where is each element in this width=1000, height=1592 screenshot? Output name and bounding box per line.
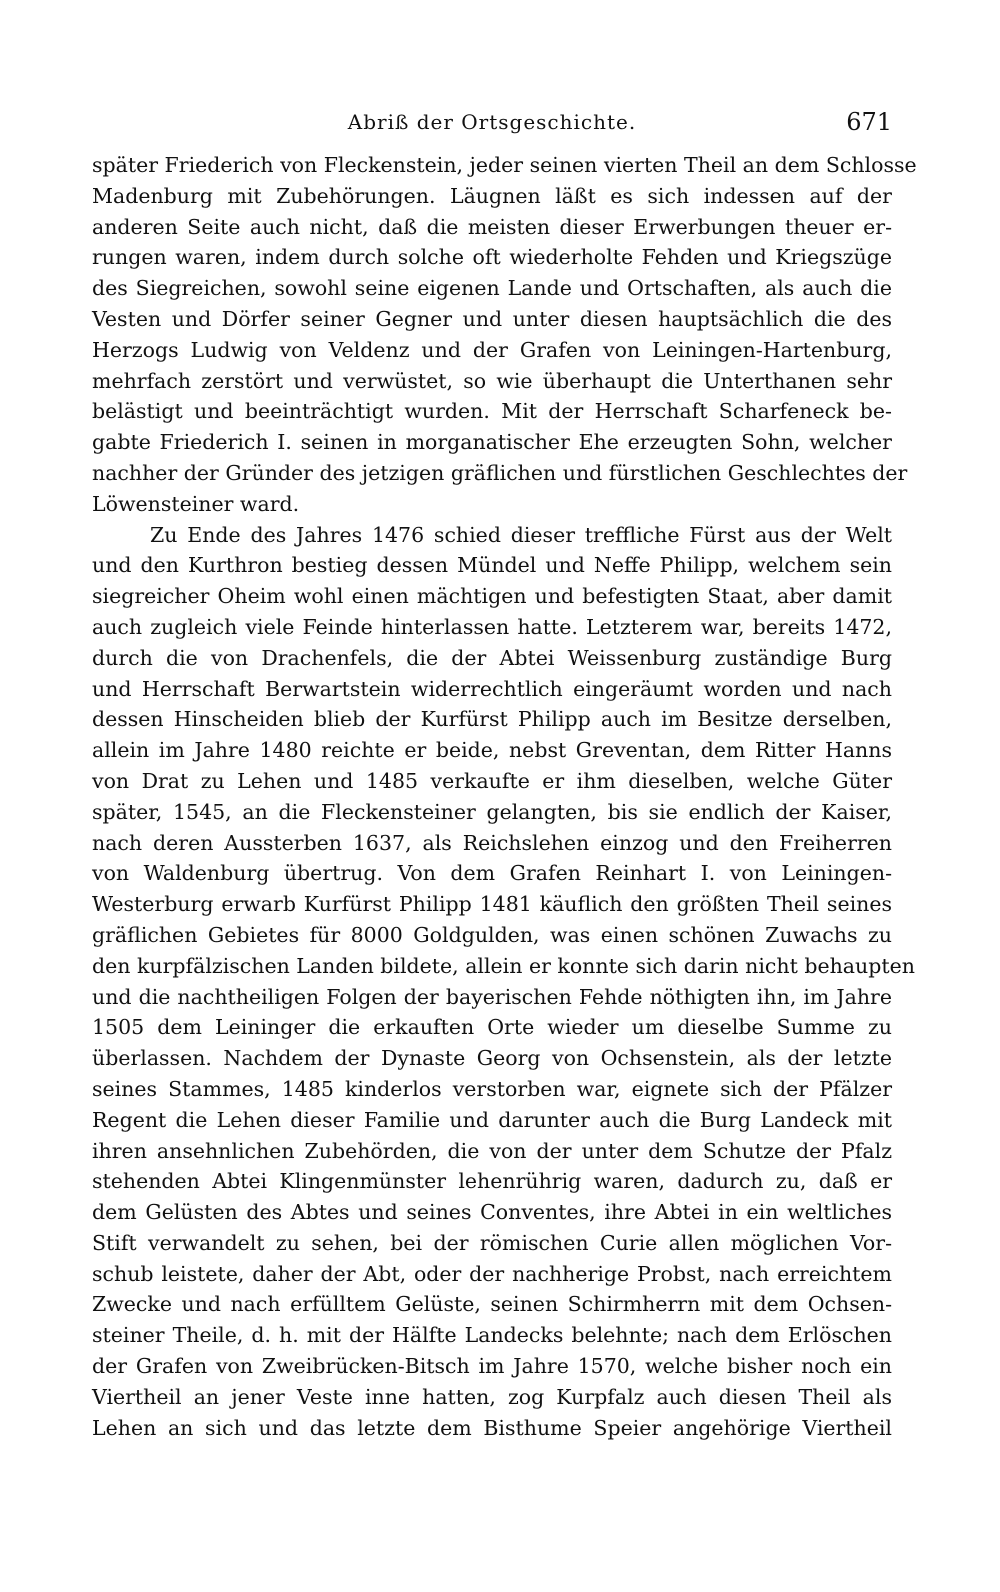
text-line: von Drat zu Lehen und 1485 verkaufte er ihm dieselben, welche Güter xyxy=(92,768,892,793)
text-line: Regent die Lehen dieser Familie und darunter auch die Burg Landeck mit xyxy=(92,1107,892,1132)
text-line: 1505 dem Leininger die erkauften Orte wieder um dieselbe Summe zu xyxy=(92,1015,892,1040)
text-line: und den Kurthron bestieg dessen Mündel und Neffe Philipp, welchem sein xyxy=(92,553,892,578)
text-line: rungen waren, indem durch solche oft wiederholte Fehden und Kriegszüge xyxy=(92,245,892,270)
text-line: schub leistete, daher der Abt, oder der nachherige Probst, nach erreichtem xyxy=(92,1261,892,1286)
text-line: nach deren Aussterben 1637, als Reichslehen einzog und den Freiherren xyxy=(92,830,892,855)
text-line: Löwensteiner ward. xyxy=(92,491,300,516)
text-line: anderen Seite auch nicht, daß die meisten dieser Erwerbungen theuer er- xyxy=(92,214,892,239)
text-line: später, 1545, an die Fleckensteiner gelangten, bis sie endlich der Kaiser, xyxy=(92,799,892,824)
text-line: und die nachtheiligen Folgen der bayerischen Fehde nöthigten ihn, im Jahre xyxy=(92,984,892,1009)
text-line: Vesten und Dörfer seiner Gegner und unter diesen hauptsächlich die des xyxy=(92,306,892,331)
running-head xyxy=(92,104,892,140)
text-line: mehrfach zerstört und verwüstet, so wie überhaupt die Unterthanen sehr xyxy=(92,368,892,393)
text-line: siegreicher Oheim wohl einen mächtigen und befestigten Staat, aber damit xyxy=(92,584,892,609)
text-line: Herzogs Ludwig von Veldenz und der Grafen von Leiningen-Hartenburg, xyxy=(92,337,892,362)
body-text xyxy=(92,150,917,1443)
running-title: Abriß der Ortsgeschichte. xyxy=(347,110,637,134)
text-line: ihren ansehnlichen Zubehörden, die von der unter dem Schutze der Pfalz xyxy=(92,1138,892,1163)
text-line: Zwecke und nach erfülltem Gelüste, seinen Schirmherrn mit dem Ochsen- xyxy=(92,1292,892,1317)
text-line: und Herrschaft Berwartstein widerrechtlich eingeräumt worden und nach xyxy=(92,676,892,701)
text-line: Madenburg mit Zubehörungen. Läugnen läßt es sich indessen auf der xyxy=(92,183,892,208)
text-line: auch zugleich viele Feinde hinterlassen hatte. Letzterem war, bereits 1472, xyxy=(92,614,892,639)
text-line: von Waldenburg übertrug. Von dem Grafen Reinhart I. von Leiningen- xyxy=(92,861,892,886)
text-line: überlassen. Nachdem der Dynaste Georg von Ochsenstein, als der letzte xyxy=(92,1046,892,1071)
text-line: der Grafen von Zweibrücken-Bitsch im Jahre 1570, welche bisher noch ein xyxy=(92,1354,892,1379)
text-line: durch die von Drachenfels, die der Abtei Weissenburg zuständige Burg xyxy=(92,645,892,670)
text-line: des Siegreichen, sowohl seine eigenen Lande und Ortschaften, als auch die xyxy=(92,276,892,301)
text-line: den kurpfälzischen Landen bildete, allein er konnte sich darin nicht behaupten xyxy=(92,953,915,978)
text-line: allein im Jahre 1480 reichte er beide, nebst Greventan, dem Ritter Hanns xyxy=(92,738,892,763)
text-line: stehenden Abtei Klingenmünster lehenrührig waren, dadurch zu, daß er xyxy=(92,1169,892,1194)
text-line: Lehen an sich und das letzte dem Bisthume Speier angehörige Viertheil xyxy=(92,1415,892,1440)
text-line: dessen Hinscheiden blieb der Kurfürst Philipp auch im Besitze derselben, xyxy=(92,707,892,732)
text-line: Westerburg erwarb Kurfürst Philipp 1481 käuflich den größten Theil seines xyxy=(92,892,892,917)
text-line: nachher der Gründer des jetzigen gräflichen und fürstlichen Geschlechtes der xyxy=(92,460,908,485)
text-line: Stift verwandelt zu sehen, bei der römischen Curie allen möglichen Vor- xyxy=(92,1230,892,1255)
text-line: gräflichen Gebietes für 8000 Goldgulden, was einen schönen Zuwachs zu xyxy=(92,922,892,947)
page-number: 671 xyxy=(846,108,892,136)
text-line: später Friederich von Fleckenstein, jeder seinen vierten Theil an dem Schlosse xyxy=(92,153,917,177)
text-line: Viertheil an jener Veste inne hatten, zog Kurpfalz auch diesen Theil als xyxy=(92,1384,892,1409)
text-line: seines Stammes, 1485 kinderlos verstorben war, eignete sich der Pfälzer xyxy=(92,1076,892,1101)
paragraph-first-line: Zu Ende des Jahres 1476 schied dieser treffliche Fürst aus der Welt xyxy=(150,522,892,547)
text-line: steiner Theile, d. h. mit der Hälfte Landecks belehnte; nach dem Erlöschen xyxy=(92,1323,892,1348)
text-line: belästigt und beeinträchtigt wurden. Mit der Herrschaft Scharfeneck be- xyxy=(92,399,892,424)
text-line: gabte Friederich I. seinen in morganatischer Ehe erzeugten Sohn, welcher xyxy=(92,430,892,455)
text-line: dem Gelüsten des Abtes und seines Conventes, ihre Abtei in ein weltliches xyxy=(92,1200,892,1225)
